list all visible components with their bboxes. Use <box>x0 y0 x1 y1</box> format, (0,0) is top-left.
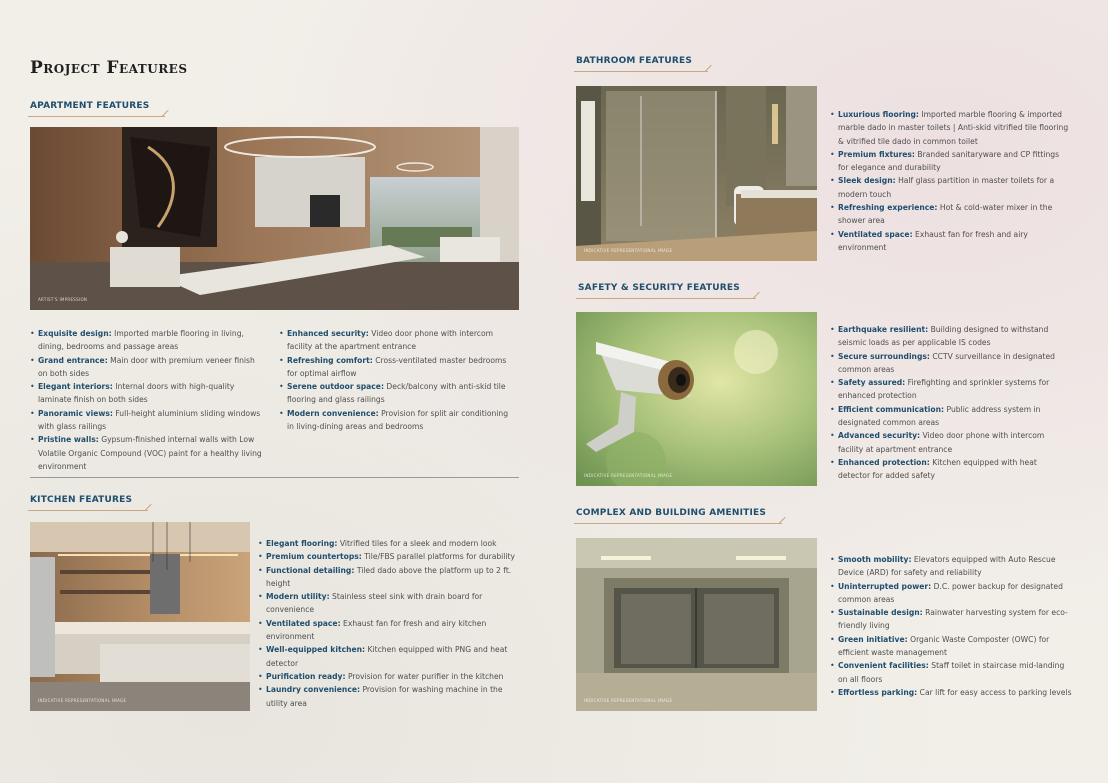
list-item: • Premium countertops: Tile/FBS parallel platforms for durability <box>258 550 520 563</box>
list-item: • Serene outdoor space: Deck/balcony with anti-skid tile flooring and glass railings <box>279 380 511 407</box>
list-item: • Functional detailing: Tiled dado above the platform up to 2 ft. height <box>258 564 520 591</box>
kitchen-image <box>30 522 250 711</box>
amenities-image-caption: INDICATIVE REPRESENTATIONAL IMAGE <box>584 698 673 703</box>
list-item: • Efficient communication: Public address system in designated common areas <box>830 403 1070 430</box>
list-item: • Modern utility: Stainless steel sink with drain board for convenience <box>258 590 520 617</box>
list-item: • Refreshing comfort: Cross-ventilated master bedrooms for optimal airflow <box>279 354 511 381</box>
list-item: • Ventilated space: Exhaust fan for fresh and airy kitchen environment <box>258 617 520 644</box>
safety-image-caption: INDICATIVE REPRESENTATIONAL IMAGE <box>584 473 673 478</box>
bathroom-image-caption: INDICATIVE REPRESENTATIONAL IMAGE <box>584 248 673 253</box>
bathroom-image <box>576 86 817 261</box>
list-item: • Grand entrance: Main door with premium veneer finish on both sides <box>30 354 262 381</box>
kitchen-image-caption: INDICATIVE REPRESENTATIONAL IMAGE <box>38 698 127 703</box>
section-divider <box>30 477 519 478</box>
list-item: • Smooth mobility: Elevators equipped with Auto Rescue Device (ARD) for safety and reliability <box>830 553 1075 580</box>
elevator-lobby-image <box>576 538 817 711</box>
apartment-living-image <box>30 127 519 310</box>
list-item: • Green initiative: Organic Waste Composter (OWC) for efficient waste management <box>830 633 1075 660</box>
list-item: • Well-equipped kitchen: Kitchen equipped with PNG and heat detector <box>258 643 520 670</box>
list-item: • Uninterrupted power: D.C. power backup for designated common areas <box>830 580 1075 607</box>
list-item: • Elegant interiors: Internal doors with high-quality laminate finish on both sides <box>30 380 262 407</box>
kitchen-section-title: KITCHEN FEATURES <box>30 495 132 508</box>
list-item: • Enhanced security: Video door phone with intercom facility at the apartment entrance <box>279 327 511 354</box>
page-title: Project Features <box>30 58 188 78</box>
list-item: • Effortless parking: Car lift for easy access to parking levels <box>830 686 1075 699</box>
amenities-features-list <box>830 553 1075 699</box>
bathroom-features-list <box>830 108 1070 254</box>
apartment-features-list-left <box>30 327 262 473</box>
list-item: • Premium fixtures: Branded sanitaryware and CP fittings for elegance and durability <box>830 148 1070 175</box>
list-item: • Laundry convenience: Provision for washing machine in the utility area <box>258 683 520 710</box>
list-item: • Earthquake resilient: Building designed to withstand seismic loads as per applicable IS codes <box>830 323 1070 350</box>
safety-section-title: SAFETY & SECURITY FEATURES <box>578 283 740 296</box>
kitchen-features-list <box>258 537 520 710</box>
apartment-features-list-right <box>279 327 511 433</box>
cctv-camera-image <box>576 312 817 486</box>
list-item: • Safety assured: Firefighting and sprinkler systems for enhanced protection <box>830 376 1070 403</box>
list-item: • Refreshing experience: Hot & cold-water mixer in the shower area <box>830 201 1070 228</box>
list-item: • Secure surroundings: CCTV surveillance in designated common areas <box>830 350 1070 377</box>
amenities-section-title: COMPLEX AND BUILDING AMENITIES <box>576 508 766 521</box>
list-item: • Purification ready: Provision for water purifier in the kitchen <box>258 670 520 683</box>
list-item: • Sustainable design: Rainwater harvesting system for eco-friendly living <box>830 606 1075 633</box>
list-item: • Enhanced protection: Kitchen equipped with heat detector for added safety <box>830 456 1070 483</box>
bathroom-section-title: BATHROOM FEATURES <box>576 56 692 69</box>
list-item: • Advanced security: Video door phone with intercom facility at apartment entrance <box>830 429 1070 456</box>
list-item: • Exquisite design: Imported marble flooring in living, dining, bedrooms and passage areas <box>30 327 262 354</box>
list-item: • Pristine walls: Gypsum-finished internal walls with Low Volatile Organic Compound (VOC) paint for a healthy living environment <box>30 433 262 473</box>
list-item: • Elegant flooring: Vitrified tiles for a sleek and modern look <box>258 537 520 550</box>
apartment-image-caption: ARTIST'S IMPRESSION <box>38 297 88 302</box>
list-item: • Panoramic views: Full-height aluminium sliding windows with glass railings <box>30 407 262 434</box>
list-item: • Sleek design: Half glass partition in master toilets for a modern touch <box>830 174 1070 201</box>
apartment-section-title: APARTMENT FEATURES <box>30 101 149 114</box>
list-item: • Modern convenience: Provision for split air conditioning in living-dining areas and bedrooms <box>279 407 511 434</box>
list-item: • Ventilated space: Exhaust fan for fresh and airy environment <box>830 228 1070 255</box>
list-item: • Convenient facilities: Staff toilet in staircase mid-landing on all floors <box>830 659 1075 686</box>
list-item: • Luxurious flooring: Imported marble flooring & imported marble dado in master toilets | Anti-skid vitrified tile flooring & vitrified tile dado in common toilet <box>830 108 1070 148</box>
safety-features-list <box>830 323 1070 483</box>
